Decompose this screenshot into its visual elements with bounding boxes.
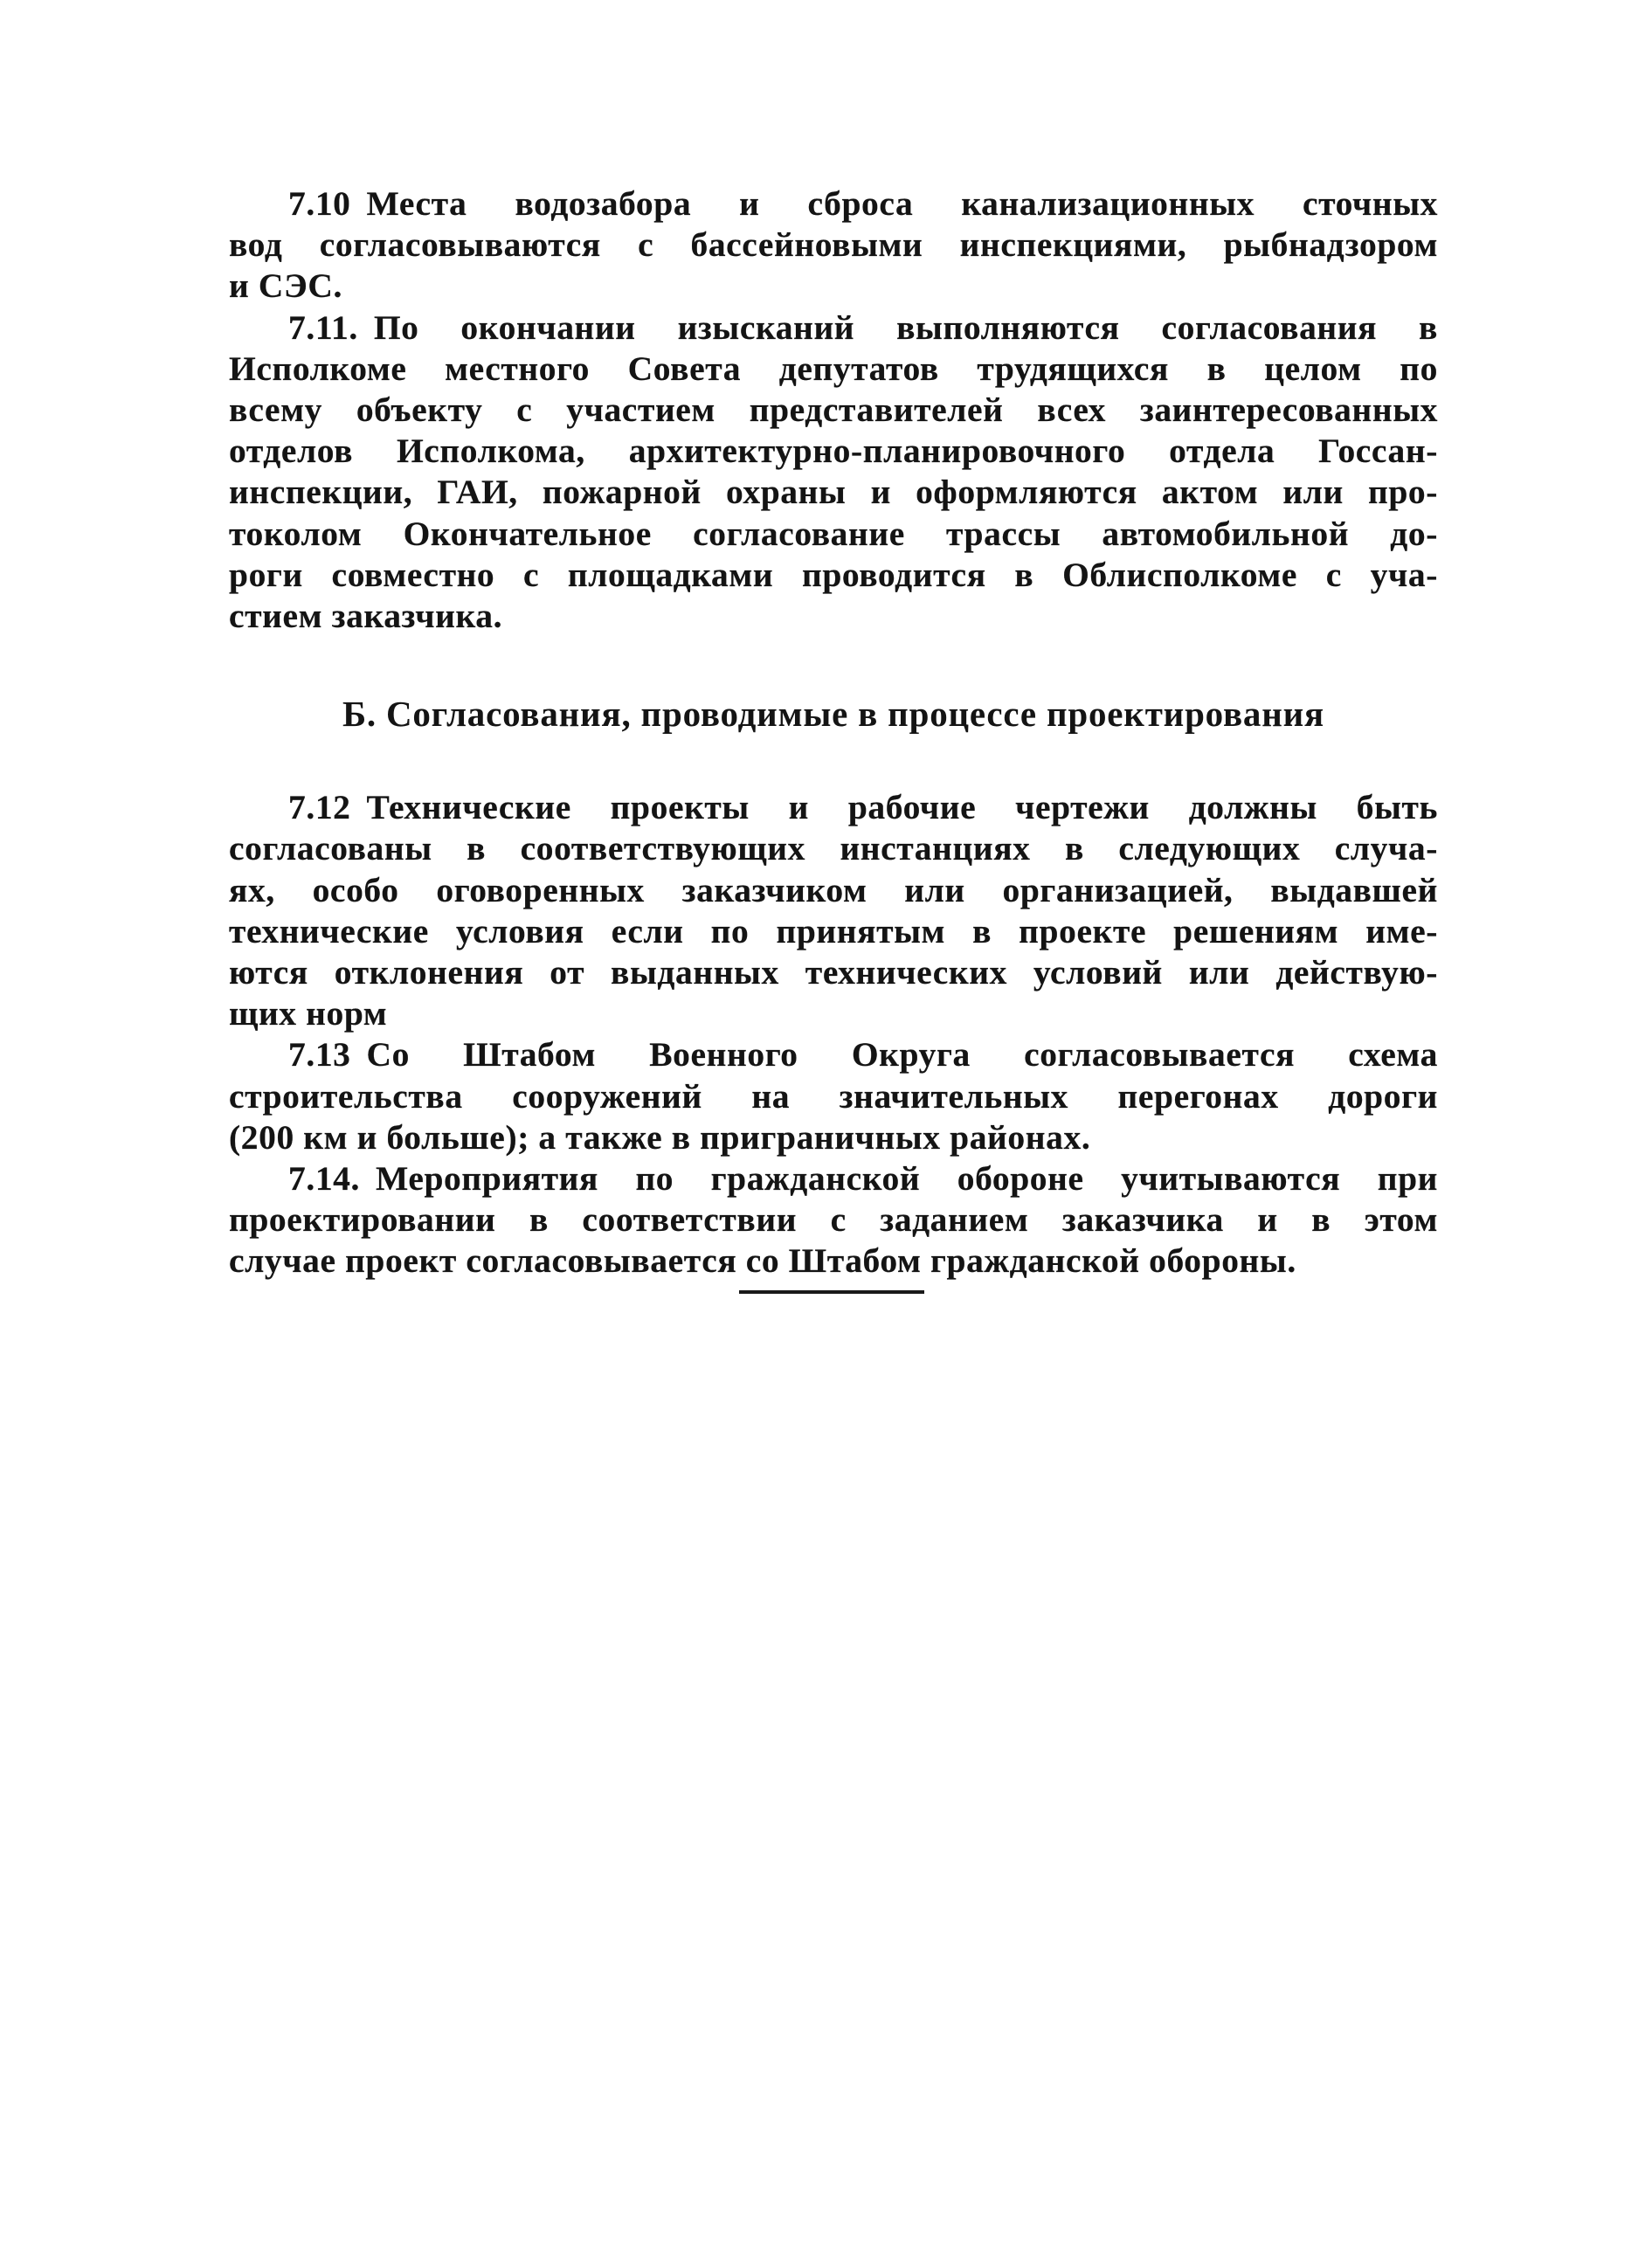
paragraph-line: (200 км и больше); а также в приграничных районах. xyxy=(229,1117,1091,1157)
paragraph-line: стием заказчика. xyxy=(229,597,503,636)
paragraph-7-14 xyxy=(229,1158,1438,1282)
paragraph-line: случае проект согласовывается со Штабом гражданской обороны. xyxy=(229,1241,1296,1281)
paragraph-line: 7.11. По окончании изысканий выполняются согласования в xyxy=(288,308,1438,347)
paragraph-line: Исполкоме местного Совета депутатов трудящихся в целом по xyxy=(229,349,1438,388)
section-b xyxy=(229,787,1438,1282)
paragraph-number: 7.12 xyxy=(288,788,351,827)
end-rule xyxy=(739,1290,924,1294)
section-a xyxy=(229,183,1438,637)
paragraph-line: 7.10 Места водозабора и сброса канализационных сточных xyxy=(288,184,1438,223)
paragraph-line: всему объекту с участием представителей всех заинтересованных xyxy=(229,390,1438,430)
paragraph-line: 7.13 Со Штабом Военного Округа согласовывается схема xyxy=(288,1035,1438,1075)
paragraph-line: вод согласовываются с бассейновыми инспекциями, рыбнадзором xyxy=(229,225,1438,265)
paragraph-line: ются отклонения от выданных технических условий или действую- xyxy=(229,953,1438,992)
paragraph-line: и СЭС. xyxy=(229,266,342,306)
paragraph-number: 7.13 xyxy=(288,1035,351,1075)
paragraph-7-13 xyxy=(229,1034,1438,1158)
paragraph-7-11 xyxy=(229,308,1438,638)
paragraph-line: технические условия если по принятым в проекте решениям име- xyxy=(229,911,1438,950)
paragraph-line: роги совместно с площадками проводится в Облисполкоме с уча- xyxy=(229,555,1438,594)
section-b-heading: Б. Согласования, проводимые в процессе проектирования xyxy=(342,694,1325,735)
paragraph-line: согласованы в соответствующих инстанциях в следующих случа- xyxy=(229,829,1438,868)
paragraph-number: 7.14. xyxy=(288,1159,360,1199)
paragraph-line: отделов Исполкома, архитектурно-планировочного отдела Госсан- xyxy=(229,432,1438,471)
paragraph-line: проектировании в соответствии с заданием заказчика и в этом xyxy=(229,1200,1438,1240)
paragraph-line: 7.12 Технические проекты и рабочие чертежи должны быть xyxy=(288,788,1438,827)
document-page xyxy=(229,183,1438,1282)
paragraph-line: 7.14. Мероприятия по гражданской обороне учитываются при xyxy=(288,1159,1438,1199)
paragraph-7-12 xyxy=(229,787,1438,1034)
paragraph-7-10 xyxy=(229,183,1438,308)
paragraph-number: 7.11. xyxy=(288,308,358,347)
paragraph-line: ях, особо оговоренных заказчиком или организацией, выдавшей xyxy=(229,870,1438,909)
paragraph-line: щих норм xyxy=(229,994,388,1033)
paragraph-number: 7.10 xyxy=(288,184,351,223)
paragraph-line: строительства сооружений на значительных перегонах дороги xyxy=(229,1076,1438,1116)
paragraph-line: токолом Окончательное согласование трассы автомобильной до- xyxy=(229,514,1438,553)
paragraph-line: инспекции, ГАИ, пожарной охраны и оформляются актом или про- xyxy=(229,473,1438,512)
